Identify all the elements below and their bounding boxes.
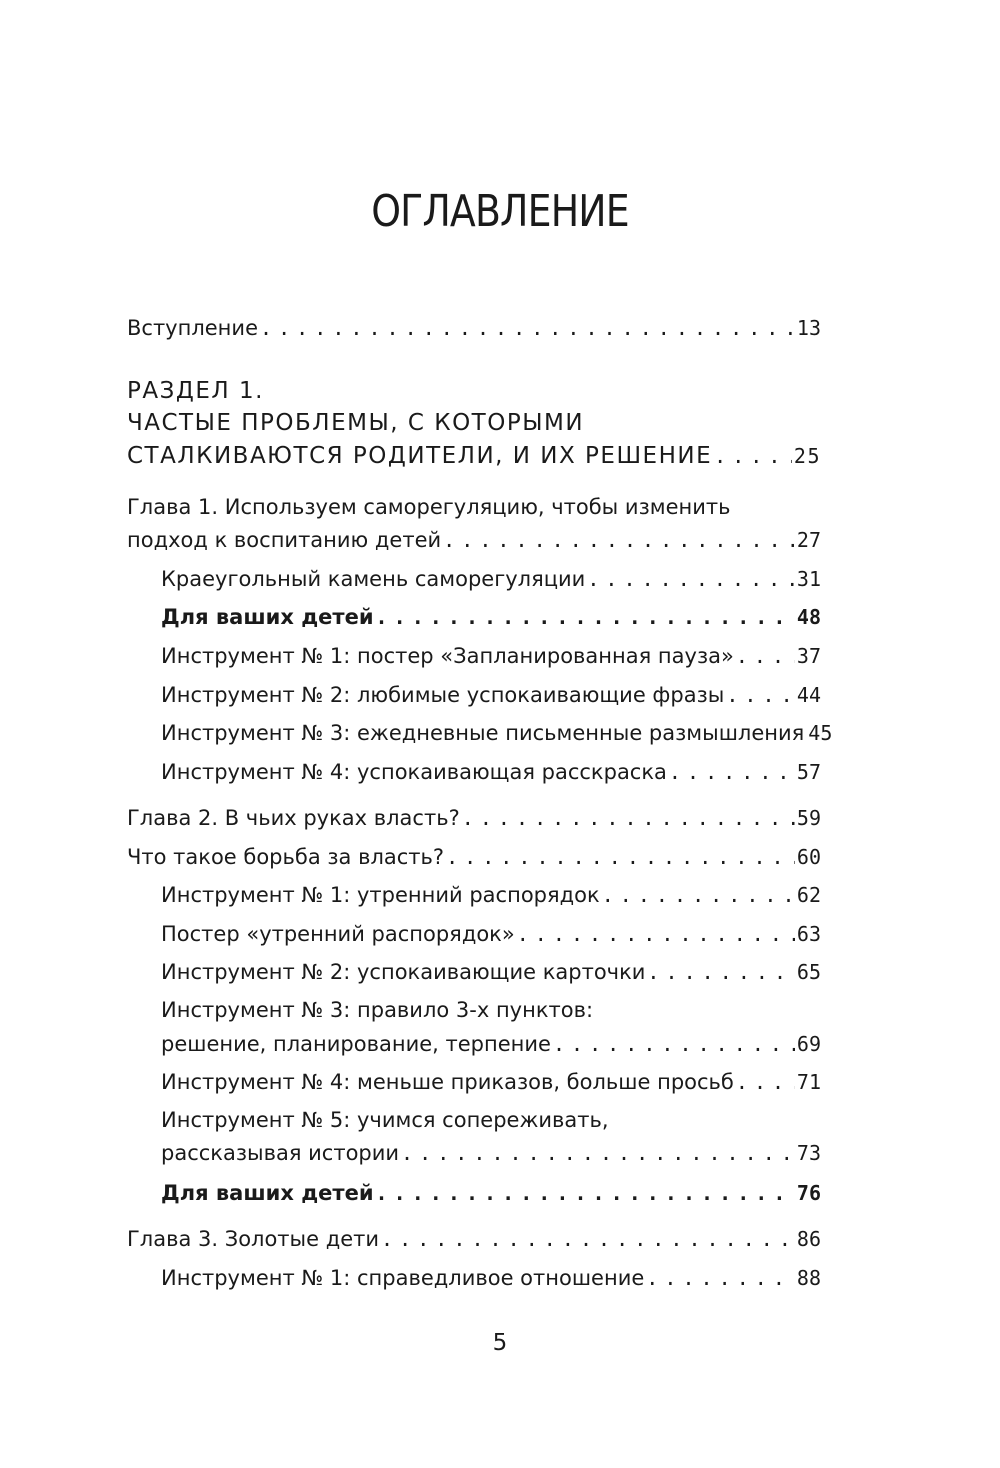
- toc-entry[interactable]: [161, 644, 821, 668]
- dot-leader: [646, 1266, 795, 1290]
- toc-entry-line: Инструмент № 5: учимся сопереживать,: [161, 1108, 609, 1132]
- toc-page-number: 59: [796, 806, 821, 830]
- dot-leader: [669, 760, 795, 784]
- toc-entry-label: Что такое борьба за власть?: [127, 845, 445, 869]
- toc-entry-section-1[interactable]: [127, 443, 821, 469]
- toc-page-number: 13: [796, 316, 821, 340]
- toc-entry[interactable]: [161, 683, 821, 707]
- toc-page-number: 73: [796, 1141, 821, 1165]
- dot-leader: [376, 605, 795, 629]
- toc-entry-line: Глава 1. Используем саморегуляцию, чтобы изменить: [127, 495, 731, 519]
- toc-entry-label: Инструмент № 2: успокаивающие карточки: [161, 960, 646, 984]
- dot-leader: [381, 1227, 795, 1251]
- dot-leader: [260, 316, 795, 340]
- toc-entry-label: подход к воспитанию детей: [127, 528, 442, 552]
- toc-entry[interactable]: [161, 1032, 821, 1056]
- dot-leader: [602, 883, 795, 907]
- toc-entry-label: Вступление: [127, 316, 258, 340]
- toc-entry-label: Для ваших детей: [161, 1181, 374, 1205]
- section-heading-line: РАЗДЕЛ 1.: [127, 378, 264, 404]
- toc-page-number: 76: [796, 1181, 821, 1205]
- toc-entry-label: Инструмент № 3: ежедневные письменные размышления: [161, 721, 805, 745]
- dot-leader: [726, 683, 795, 707]
- toc-entry-label: СТАЛКИВАЮТСЯ РОДИТЕЛИ, И ИХ РЕШЕНИЕ: [127, 443, 713, 469]
- toc-entry-label: Краеугольный камень саморегуляции: [161, 567, 586, 591]
- toc-page-number: 37: [796, 644, 821, 668]
- toc-entry[interactable]: [161, 1266, 821, 1290]
- toc-page-number: 86: [796, 1227, 821, 1251]
- toc-entry[interactable]: [161, 605, 821, 629]
- dot-leader: [443, 528, 795, 552]
- toc-page-number: 69: [796, 1032, 821, 1056]
- toc-entry[interactable]: [161, 960, 821, 984]
- toc-entry-label: Постер «утренний распорядок»: [161, 922, 515, 946]
- dot-leader: [462, 806, 795, 830]
- toc-entry-label: Инструмент № 1: утренний распорядок: [161, 883, 600, 907]
- toc-entry[interactable]: [161, 1141, 821, 1165]
- toc-page-number: 63: [796, 922, 821, 946]
- section-heading-line: ЧАСТЫЕ ПРОБЛЕМЫ, С КОТОРЫМИ: [127, 410, 585, 436]
- toc-page-number: 88: [796, 1266, 821, 1290]
- dot-leader: [647, 960, 795, 984]
- page-title: ОГЛАВЛЕНИЕ: [371, 186, 629, 237]
- toc-page-number: 62: [796, 883, 821, 907]
- toc-entry-label: рассказывая истории: [161, 1141, 400, 1165]
- toc-entry-label: Инструмент № 1: постер «Запланированная пауза»: [161, 644, 734, 668]
- toc-entry-label: Инструмент № 1: справедливое отношение: [161, 1266, 645, 1290]
- toc-entry-chapter-1[interactable]: [127, 528, 821, 552]
- toc-entry[interactable]: [161, 883, 821, 907]
- toc-page-number: 31: [796, 567, 821, 591]
- dot-leader: [714, 444, 792, 468]
- toc-page-number: 71: [796, 1070, 821, 1094]
- toc-entry[interactable]: [161, 1181, 821, 1205]
- toc-entry[interactable]: [161, 1070, 821, 1094]
- dot-leader: [736, 644, 795, 668]
- toc-entry-introduction[interactable]: [127, 316, 821, 340]
- toc-page-number: 25: [793, 444, 821, 468]
- dot-leader: [401, 1141, 795, 1165]
- toc-entry-line: Инструмент № 3: правило 3-х пунктов:: [161, 998, 594, 1022]
- toc-page-number: 27: [796, 528, 821, 552]
- dot-leader: [446, 845, 795, 869]
- dot-leader: [376, 1181, 795, 1205]
- toc-entry[interactable]: [161, 922, 821, 946]
- toc-entry-chapter-3[interactable]: [127, 1227, 821, 1251]
- dot-leader: [553, 1032, 795, 1056]
- toc-entry[interactable]: [161, 721, 833, 745]
- toc-entry[interactable]: [127, 845, 821, 869]
- toc-page-number: 60: [796, 845, 821, 869]
- dot-leader: [517, 922, 795, 946]
- toc-entry-label: Инструмент № 2: любимые успокаивающие фразы: [161, 683, 725, 707]
- toc-entry-label: Инструмент № 4: меньше приказов, больше просьб: [161, 1070, 734, 1094]
- toc-entry[interactable]: [161, 760, 821, 784]
- toc-page-number: 65: [796, 960, 821, 984]
- toc-entry-label: решение, планирование, терпение: [161, 1032, 551, 1056]
- toc-entry-chapter-2[interactable]: [127, 806, 821, 830]
- dot-leader: [587, 567, 795, 591]
- toc-page-number: 44: [796, 683, 821, 707]
- toc-entry-label: Глава 2. В чьих руках власть?: [127, 806, 460, 830]
- toc-entry[interactable]: [161, 567, 821, 591]
- toc-entry-label: Глава 3. Золотые дети: [127, 1227, 380, 1251]
- toc-entry-label: Инструмент № 4: успокаивающая расскраска: [161, 760, 667, 784]
- toc-entry-label: Для ваших детей: [161, 605, 374, 629]
- toc-page-number: 57: [796, 760, 821, 784]
- toc-page-number: 48: [796, 605, 821, 629]
- toc-page-number: 45: [808, 721, 833, 745]
- dot-leader: [736, 1070, 795, 1094]
- page-number: 5: [492, 1330, 508, 1356]
